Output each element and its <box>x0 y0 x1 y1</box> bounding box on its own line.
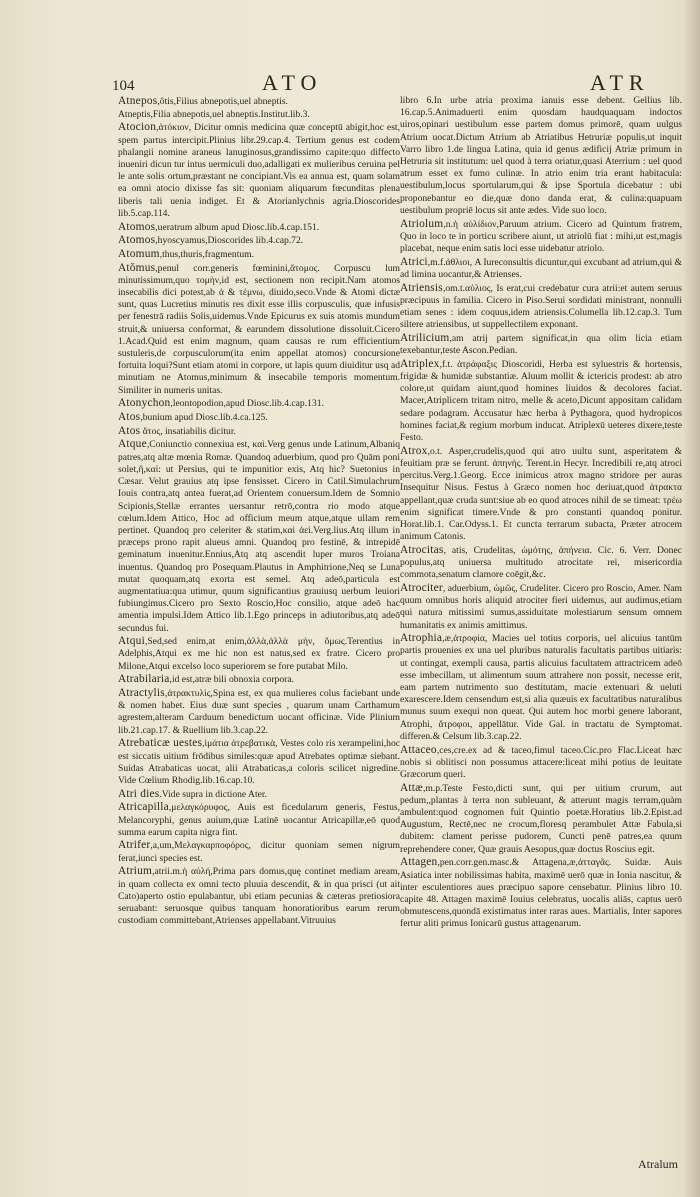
entry-headword: Atonychon <box>118 397 171 410</box>
page-number: 104 <box>112 78 135 94</box>
running-head-right: ATR <box>590 70 650 95</box>
entry-text: ,o.t. Asper,crudelis,quod qui atro uultu sunt, asperitatem & feuitiam præ se ferunt. ἀπηνὴς. Terent.in Hecyr. Incredibili re,atq atroci percitus.Verg.1.Georg. Ecce inimicus atrox magno stridore per auras Insequitur Nisus. Festus à Græco nomen hoc deriuat,quod ἀτρακτα appellant,quæ cruda sunt:siue ab eo quod atroces nihil de se timeat: τρέω enim significat timere.Vnde & pro constanti quandoq ponitur. Horat.lib.1. Car.Odyss.1. Et cuncta terrarum subacta, Præter atrocem animum Catonis. <box>400 445 682 543</box>
dictionary-entry <box>118 221 400 234</box>
entry-headword: Atrociter <box>400 581 443 594</box>
dictionary-entry <box>118 839 400 864</box>
entry-headword: Atrici <box>400 255 428 268</box>
entry-headword: Atrifer <box>118 839 151 852</box>
dictionary-entry <box>400 856 682 930</box>
entry-headword: Atrocitas <box>400 543 444 556</box>
dictionary-entry <box>118 248 400 261</box>
entry-headword: Atrox <box>400 444 428 457</box>
dictionary-entry <box>400 256 682 281</box>
dictionary-entry <box>400 744 682 782</box>
entry-text: ,ueratrum album apud Diosc.lib.4.cap.151. <box>155 221 320 233</box>
running-header <box>112 70 660 98</box>
entry-text: , atis, Crudelitas, ὠμότης, ἀπήνεια. Cic. 6. Verr. Donec populus,atq uniuersa multitudo atrocitate rei, misericordia commota,senatum clamore coēgit,&c. <box>400 544 682 581</box>
entry-text: ,a,um,Μελαγκαρποφόρος, dicitur quoniam semen nigrum ferat,iunci species est. <box>118 840 400 864</box>
entry-text: ,n.ἡ αὐλίδιον,Paruum atrium. Cicero ad Quintum fratrem, Quo in loco te in porticu scribere aiunt, ut atriolū fiat : mihi,ut est,magis placebat, neque enim satis loci esse uidebatur atriolo. <box>400 218 682 254</box>
dictionary-entry <box>400 358 682 444</box>
dictionary-entry <box>118 109 400 121</box>
dictionary-entry <box>118 635 400 673</box>
dictionary-entry <box>400 445 682 544</box>
dictionary-entry <box>400 632 682 743</box>
entry-text: ,f.t. ἀτράφαξις Dioscoridi, Herba est syluestris & hortensis, frigidæ & humidæ substantiæ. Aluum mollit & ictericis prodest: ab atro colore,ut quidam aiunt,quod homines liuidos & decolores faciat. Macer,Atriplicem tritam nitro, melle & aceto,Dicunt appositam calidam sedare podagram. Accusatur hæc herba à Pythagora, quod hydropicos homines faciat,& regium morbum inducat. Atriplexū ueteres dixere,teste Festo. <box>400 358 682 443</box>
entry-headword: Attæ <box>400 781 423 794</box>
entry-headword: Atrilicium <box>400 331 450 344</box>
entry-text: ,m.f.ἀθλιοι, A Iureconsultis dicuntur,qui excubant ad atrium,qui & ad limina uocantur,& Atrienses. <box>400 256 682 280</box>
entry-text: ,thus,thuris,fragmentum. <box>159 248 255 260</box>
dictionary-entry <box>118 438 400 634</box>
entry-headword: Atqui <box>118 635 145 648</box>
entry-headword: Atractylis <box>118 687 165 700</box>
entry-text: ,μελαγκόρυφος, Auis est ficedularum generis, Festus, Melancoryphi, genus auium,quæ Latinē uocantur Atricapillæ,eō quod summa earum capita nigra fint. <box>118 802 400 838</box>
entry-headword: Atriensis <box>400 281 443 294</box>
entry-text: ,id est,atræ bili obnoxia corpora. <box>169 674 294 686</box>
entry-text: ,om.t.αὐλιος, Is erat,cui credebatur cura atrii:et autem seruus præcipuus in familia. Cicero in Piso.Serui sordidati ministrant, nonnulli etiam senes : idem coquus,idem atriensis.Columella lib.12.cap.3. Tum siltere atriensibus, ut suppellectilem exponant. <box>400 282 682 331</box>
running-head-left: ATO <box>262 70 323 95</box>
dictionary-entry <box>118 397 400 410</box>
dictionary-entry <box>118 673 400 686</box>
entry-text: , aduerbium, ὠμῶς, Crudeliter. Cicero pro Roscio, Amer. Nam quum omnibus horis aliquid atrociter fieri uidemus, aut audimus,etiam qui natura mitissimi sumus,assiduitate molestiarum sensum omnem humanitatis ex animis amittimus. <box>400 582 682 631</box>
entry-text: ,hyoscyamus,Dioscorides lib.4.cap.72. <box>155 235 304 247</box>
entry-text: libro 6.In urbe atria proxima ianuis esse debent. Gellius lib. 16.cap.5.Animaduerti enim quosdam haudquaquam indoctos uiros,opinari uestibulum esse partem domus primorē, quam uulgus Atrium uocat.Dictum Atrium ab Atriatibus Hetruriæ populis,ut inquit Varro libro 1.de lingua Latina, quia id genus ædificij Atriæ primum in Hetruria sit institutum: uel quod à terra oriatur,quasi Aterrium : uel quod atrum esset ex fumo culinæ. In atrio enim tria erant habitacula: uestibulum,locus sportularum,qui & ipse Sportula dicebatur : ubi proponebantur eo die,quæ dono danda erat, & culina:quapuam uestibulum propriē locus sit ante ædes. Vide suo loco. <box>400 95 682 216</box>
entry-text: ,ἀτόκιον, Dicitur omnis medicina quæ conceptū abigit,hoc est, spem partus intercipit.Plinius libr.29.cap.4. Tertium genus est codem phalangii nomine araneus lanuginosus,grandissimo capite:quo diffecto inueniri dicun tur intus uermiculi duo,adalligati ex mulieribus ceruina pel le ante solis ortum,præstant ne concipiant.Vis ea annua est, quam solam ea omni atocio dixisse fas sit: quoniam aliquarum fœcunditas plena liberis tali uenia indiget. Et & Atorianlychnis agria.Dioscorides lib.5.cap.114. <box>118 122 400 219</box>
entry-text: Atneptis,Filia abnepotis,uel abneptis.Institut.lib.3. <box>118 108 310 120</box>
entry-headword: Atrophia <box>400 632 443 645</box>
entry-headword: Atomos <box>118 234 156 247</box>
dictionary-entry <box>400 218 682 256</box>
entry-headword: Atos <box>118 424 141 437</box>
dictionary-entry <box>118 234 400 247</box>
entry-headword: Atomum <box>118 247 160 260</box>
page-gutter-shadow <box>682 0 700 1197</box>
entry-text: ,bunium apud Diosc.lib.4.ca.125. <box>140 412 268 424</box>
entry-text: ,leontopodion,apud Diosc.lib.4.cap.131. <box>170 398 324 410</box>
dictionary-entry <box>118 865 400 927</box>
entry-headword: Atricapilla <box>118 801 169 814</box>
entry-text: ,ôtis,Filius abnepotis,uel abneptis. <box>157 96 288 107</box>
left-column <box>118 95 400 1165</box>
dictionary-entry <box>118 801 400 839</box>
entry-text: ,Sed,sed enim,at enim,ἀλλὰ,ἀλλὰ μὴν, ὅμως.Terentius in Adelphis,Atqui ex me hic non est natus,sed ex fratre. Cicero pro Milone,Atqui excelso loco superiorem se fore putabat Milo. <box>118 636 400 672</box>
dictionary-entry <box>118 687 400 737</box>
entry-text: ,penul corr.generis fœminini,ἄτομος. Corpuscu lum minutissimum,quo τομὴν,id est, sectionem non recipit.Nam atomos insecabilis dici potest,ab ἀ & τέμνω, diuido,seco.Vnde & Atomi dictæ sunt, quas Lucretius minutis res dixit esse illis corpusculis, quæ infusis per fenestrā radiis Solis,uidemus.Vnde Epicurus ex suis atomis mundum struit,& uniuersa conformat, & earundem dissolutione dissoluit.Cicero 1.Acad.Quid est enim magnum, quam causas re rum efficientium sustuleris,de corpusculorum(ita enim appellat atomos) concursione fortuita loqui?Sunt etiam atomi in corpore, ut lapis quum diuiditur usq ad minutiam ne Atomus,minimum & insecabile temporis momentum. Similiter in numeris unitas. <box>118 262 400 396</box>
entry-text: ,Coniunctio connexiua est, καὶ.Verg genus unde Latinum,Albaniq patres,atq altæ mœnia Romæ. Quandoq aduerbium, quod pro Quām poni solet,ἢ,καὶ: ut Persius, qui te impunitior exis, Atq hic? Suetonius in Cæsar. Velut grauius atq ipse fensisset. Cicero in Catil.Simulachrum Iouis contra,atq antea fuerat,ad Orientem conuersum.Idem de Somnio Scipionis,Stellæ errantes uersantur retrō,contra rio modo atque cœlum.Idem Attico, Hoc ad officium meum atque,atque ullam rem pertinet. Quandoq pro celeriter & statim,καὶ ἀεὶ.Verg.lius.Atq illum in præceps prono rapit alueus amni. Quandoq pro festinē, & intrepidē geminatum inuenitur.Ennius,Atq atq ascendit luper muros Troiana inuentus. Quandoq pro Posequam.Plautus in Amphitrione,Neq se Luna mutat quoquam,atq exorta est semel. Atq adeō,particula est augmentatiua:qua utimur, quum significantius grauiusq uerbum leuiori fubiungimus.Cicero pro Sexto Roscio,Hoc consilio, atque adeō hac amentia impulsi.Idem Attico lib.1.Ego princeps in adiutoribus,atq adeō secundus fui. <box>118 439 400 634</box>
entry-headword: Atnepos <box>118 95 158 107</box>
dictionary-entry <box>118 425 400 438</box>
entry-headword: Atŏmus <box>118 261 156 274</box>
entry-text: ,ἀτρακτυλὶς,Spina est, ex qua mulieres colus faciebant unde & nomen habet. Eius duæ sunt species , quarum unam Carthamum agrestem,alteram Carduum benedictum uocant officinæ. Vide Plinium lib.21.cap.17. & Ruellium lib.3.cap.22. <box>118 688 400 736</box>
entry-text: .Vide supra in dictione Ater. <box>159 788 267 800</box>
entry-text: ,m.p.Teste Festo,dicti sunt, qui per uitium crurum, aut pedum,,plantas à terra non subleuant, & atterunt magis terram,quàm ambulent:quod cognomen fuit Quintio poetæ.Horatius lib.2.Epist.ad Augustum, Rectē,nec ne crocum,floresq perambulet Attæ Fabula,si dubitem: clament perisse pudorem, Cuncti penē patres,ea quum reprehendere coner, Quæ grauis Aesopus,quæ doctus Roscius egit. <box>400 782 682 855</box>
dictionary-entry <box>400 544 682 582</box>
catchword: Atralum <box>638 1157 678 1171</box>
entry-headword: Atrabilaria <box>118 673 170 686</box>
dictionary-entry <box>118 262 400 397</box>
entry-headword: Attagen <box>400 856 438 869</box>
entry-text: ,ces,cre.ex ad & taceo,fimul taceo.Cic.pro Flac.Liceat hæc nobis si oblitisci non possumus attacere:liceat mihi potius de leuitate Græcorum queri. <box>400 744 682 780</box>
entry-headword: Atocion <box>118 121 157 134</box>
entry-text: ἄτος, insatiabilis dicitur. <box>140 425 236 437</box>
dictionary-entry <box>118 95 400 108</box>
entry-headword: Attaceo <box>400 743 437 756</box>
dictionary-entry <box>118 411 400 424</box>
right-column <box>400 95 682 1165</box>
dictionary-entry <box>118 121 400 220</box>
entry-headword: Atriolum <box>400 217 444 230</box>
entry-text: ,æ,ἀτροφία, Macies uel totius corporis, uel alicuius tantūm partis prouenies ex una uel pluribus naturalis facultatis partibus uitiaris: ut contingat, exempli causa, partis alicuius facultatem attractricem adeō esse imbecillam, ut alimentum suum attrahere non possit, necesse erit, eam partem nutrimento suo destitutam, macie extenuari & ueluti exarescere.Idem censendum est,si alia quæuis ex facultatibus naturalibus munus suum exequi non queat. Qui autem hoc morbi genere laborant, Atrophi, ἄτροφοι, appellātur. Vide Gal. in tractatu de Symptomat. differen.& Celsum lib.3.cap.22. <box>400 633 682 742</box>
entry-text: ,atrii.m.ἡ αὐλή,Prima pars domus,quę continet mediam aream, in quam collecta ex omni tecto pluuia descendit, & in qua prisci (ut ait Cato)aperto ostio epulabantur, ubi etiam pecunias & cæteras pretiosiora seruabant: seruosque quibus tanquam honoratioribus earum rerum custodiam committebant,Atrienses appellabant.Vitruuius <box>118 866 400 927</box>
dictionary-entry <box>400 582 682 632</box>
dictionary-entry <box>400 782 682 856</box>
dictionary-entry <box>118 737 400 787</box>
entry-headword: Atos <box>118 411 141 424</box>
entry-text: ,ἱμάτια ἀτρεβατικὰ, Vestes colo ris xerampelini,hoc est siccatis uitium frōdibus similes:quæ apud Atrebates optimæ siebant. Suidas Atrabaticas uocat, alii Atrabaticas,a coloris scilicet nigredine. Vide Cœlium Rhodig.lib.16.cap.10. <box>118 738 400 786</box>
dictionary-entry <box>118 788 400 801</box>
dictionary-entry <box>400 332 682 357</box>
dictionary-entry <box>400 282 682 332</box>
entry-headword: Atriplex <box>400 357 440 370</box>
entry-headword: Atri dies <box>118 787 160 800</box>
entry-text: ,pen.corr.gen.masc.& Attagena,æ,ἀτταγᾶς. Suidæ. Auis Asiatica inter nobilissimas habita, maximē uerō quæ in Ionia nascitur, & inter esculentiores aues præcipuo sapore censebatur. Plinius libro 10. capite 48. Attagen maximē Iouius celebratus, uocalis aliās, captus uerō obmutescens,quondā existimatus inter raras aues. Martialis, Inter sapores fertur aliti primus Ionicarū gustus attagenarum. <box>400 857 682 930</box>
entry-text: ,am atrij partem significat,in qua olim licia etiam texebantur,teste Ascon.Pedian. <box>400 332 682 357</box>
entry-headword: Atomos <box>118 220 156 233</box>
entry-headword: Atque <box>118 438 147 451</box>
entry-headword: Atrebaticæ uestes <box>118 737 203 750</box>
entry-headword: Atrium <box>118 865 153 878</box>
dictionary-entry <box>400 95 682 217</box>
